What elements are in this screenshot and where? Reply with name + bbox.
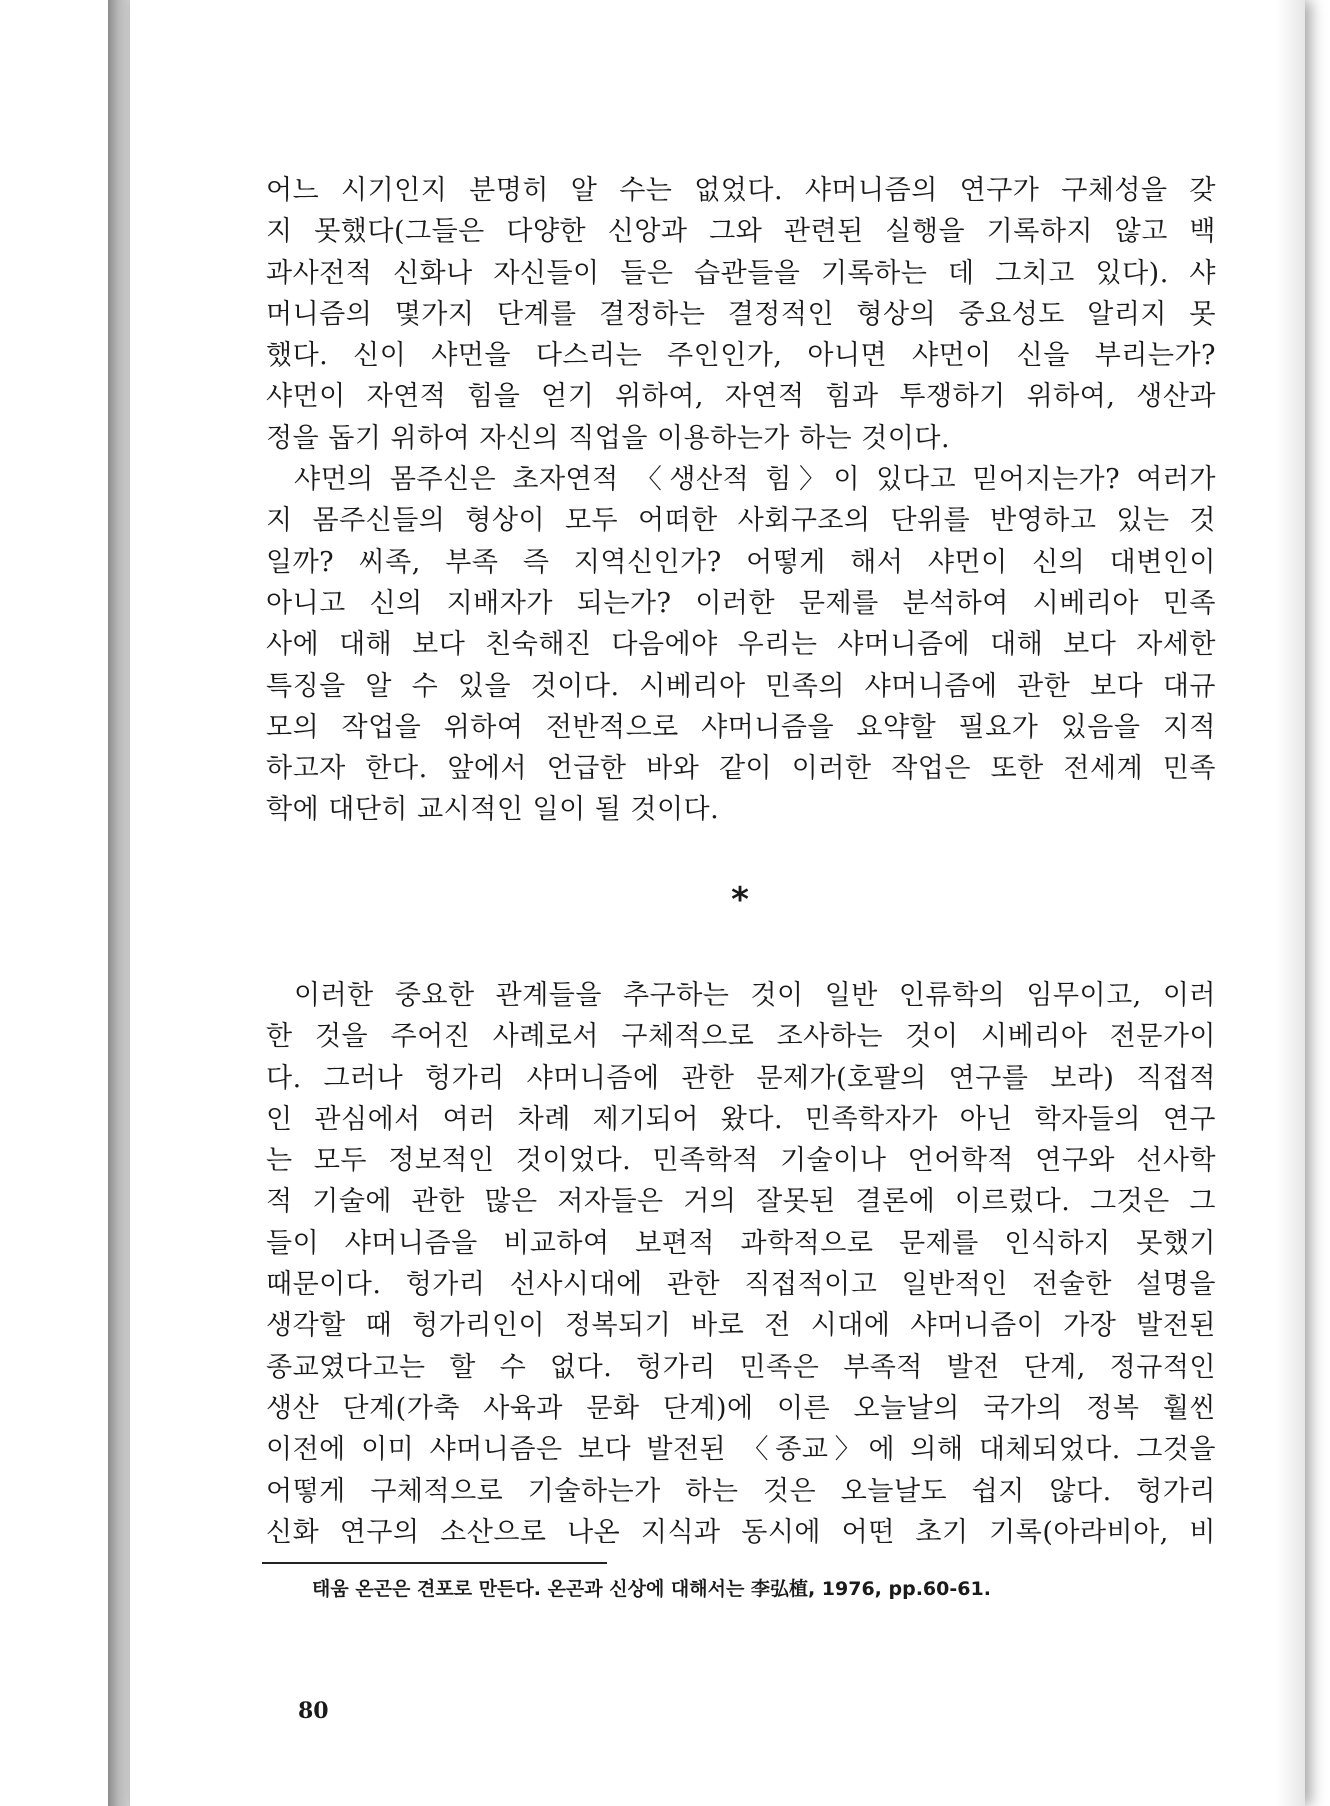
text-line: 들이 샤머니즘을 비교하여 보편적 과학적으로 문제를 인식하지 못했기 xyxy=(266,1227,1216,1259)
text-line: 한 것을 주어진 사례로서 구체적으로 조사하는 것이 시베리아 전문가이 xyxy=(266,1021,1216,1053)
text-line: 사에 대해 보다 친숙해진 다음에야 우리는 샤머니즘에 대해 보다 자세한 xyxy=(266,629,1216,661)
text-line: 정을 돕기 위하여 자신의 직업을 이용하는가 하는 것이다. xyxy=(266,422,951,454)
text-line: 지 못했다(그들은 다양한 신앙과 그와 관련된 실행을 기록하지 않고 백 xyxy=(266,216,1216,248)
body-text-bottom xyxy=(266,975,1216,1553)
text-line: 다. 그러나 헝가리 샤머니즘에 관한 문제가(호팔의 연구를 보라) 직접적 xyxy=(266,1062,1216,1094)
text-line: 머니즘의 몇가지 단계를 결정하는 결정적인 형상의 중요성도 알리지 못 xyxy=(266,298,1216,330)
book-spine-edge xyxy=(108,0,132,1806)
text-line: 이전에 이미 샤머니즘은 보다 발전된 〈종교〉에 의해 대체되었다. 그것을 xyxy=(266,1434,1216,1466)
text-line: 인 관심에서 여러 차례 제기되어 왔다. 민족학자가 아닌 학자들의 연구 xyxy=(266,1103,1216,1135)
text-line: 샤먼의 몸주신은 초자연적 〈생산적 힘〉이 있다고 믿어지는가? 여러가 xyxy=(294,464,1216,496)
page-edge-shadow xyxy=(1277,0,1305,1806)
text-line: 는 모두 정보적인 것이었다. 민족학적 기술이나 언어학적 연구와 선사학 xyxy=(266,1145,1216,1177)
text-line: 아니고 신의 지배자가 되는가? 이러한 문제를 분석하여 시베리아 민족 xyxy=(266,587,1216,619)
text-line: 어느 시기인지 분명히 알 수는 없었다. 샤머니즘의 연구가 구체성을 갖 xyxy=(266,175,1216,206)
footnote-rule xyxy=(262,1562,607,1564)
section-separator-asterisk: * xyxy=(731,880,749,920)
text-line: 어떻게 구체적으로 기술하는가 하는 것은 오늘날도 쉽지 않다. 헝가리 xyxy=(266,1475,1216,1507)
footnote: 태움 온곤은 견포로 만든다. 온곤과 신상에 대해서는 李弘植, 1976, pp.60-61. xyxy=(312,1578,991,1600)
text-line: 종교였다고는 할 수 없다. 헝가리 민족은 부족적 발전 단계, 정규적인 xyxy=(266,1351,1216,1383)
text-line: 지 몸주신들의 형상이 모두 어떠한 사회구조의 단위를 반영하고 있는 것 xyxy=(266,505,1216,537)
page-number: 80 xyxy=(298,1698,329,1724)
body-text-top xyxy=(266,170,1216,831)
text-line: 생각할 때 헝가리인이 정복되기 바로 전 시대에 샤머니즘이 가장 발전된 xyxy=(266,1310,1216,1342)
text-line: 모의 작업을 위하여 전반적으로 샤머니즘을 요약할 필요가 있음을 지적 xyxy=(266,711,1216,743)
text-line: 일까? 씨족, 부족 즉 지역신인가? 어떻게 해서 샤먼이 신의 대변인이 xyxy=(266,546,1216,578)
text-line: 이러한 중요한 관계들을 추구하는 것이 일반 인류학의 임무이고, 이러 xyxy=(294,980,1216,1011)
text-line: 특징을 알 수 있을 것이다. 시베리아 민족의 샤머니즘에 관한 보다 대규 xyxy=(266,670,1216,702)
text-line: 적 기술에 관한 많은 저자들은 거의 잘못된 결론에 이르렀다. 그것은 그 xyxy=(266,1186,1216,1218)
text-line: 과사전적 신화나 자신들이 들은 습관들을 기록하는 데 그치고 있다). 샤 xyxy=(266,257,1216,289)
text-line: 했다. 신이 샤먼을 다스리는 주인인가, 아니면 샤먼이 신을 부리는가? xyxy=(266,340,1216,372)
text-line: 샤먼이 자연적 힘을 얻기 위하여, 자연적 힘과 투쟁하기 위하여, 생산과 xyxy=(266,381,1216,413)
text-line: 신화 연구의 소산으로 나온 지식과 동시에 어떤 초기 기록(아라비아, 비 xyxy=(266,1516,1216,1548)
text-line: 때문이다. 헝가리 선사시대에 관한 직접적이고 일반적인 전술한 설명을 xyxy=(266,1269,1216,1301)
text-line: 생산 단계(가축 사육과 문화 단계)에 이른 오늘날의 국가의 정복 훨씬 xyxy=(266,1392,1216,1424)
text-line: 하고자 한다. 앞에서 언급한 바와 같이 이러한 작업은 또한 전세계 민족 xyxy=(266,753,1216,785)
text-line: 학에 대단히 교시적인 일이 될 것이다. xyxy=(266,794,720,826)
